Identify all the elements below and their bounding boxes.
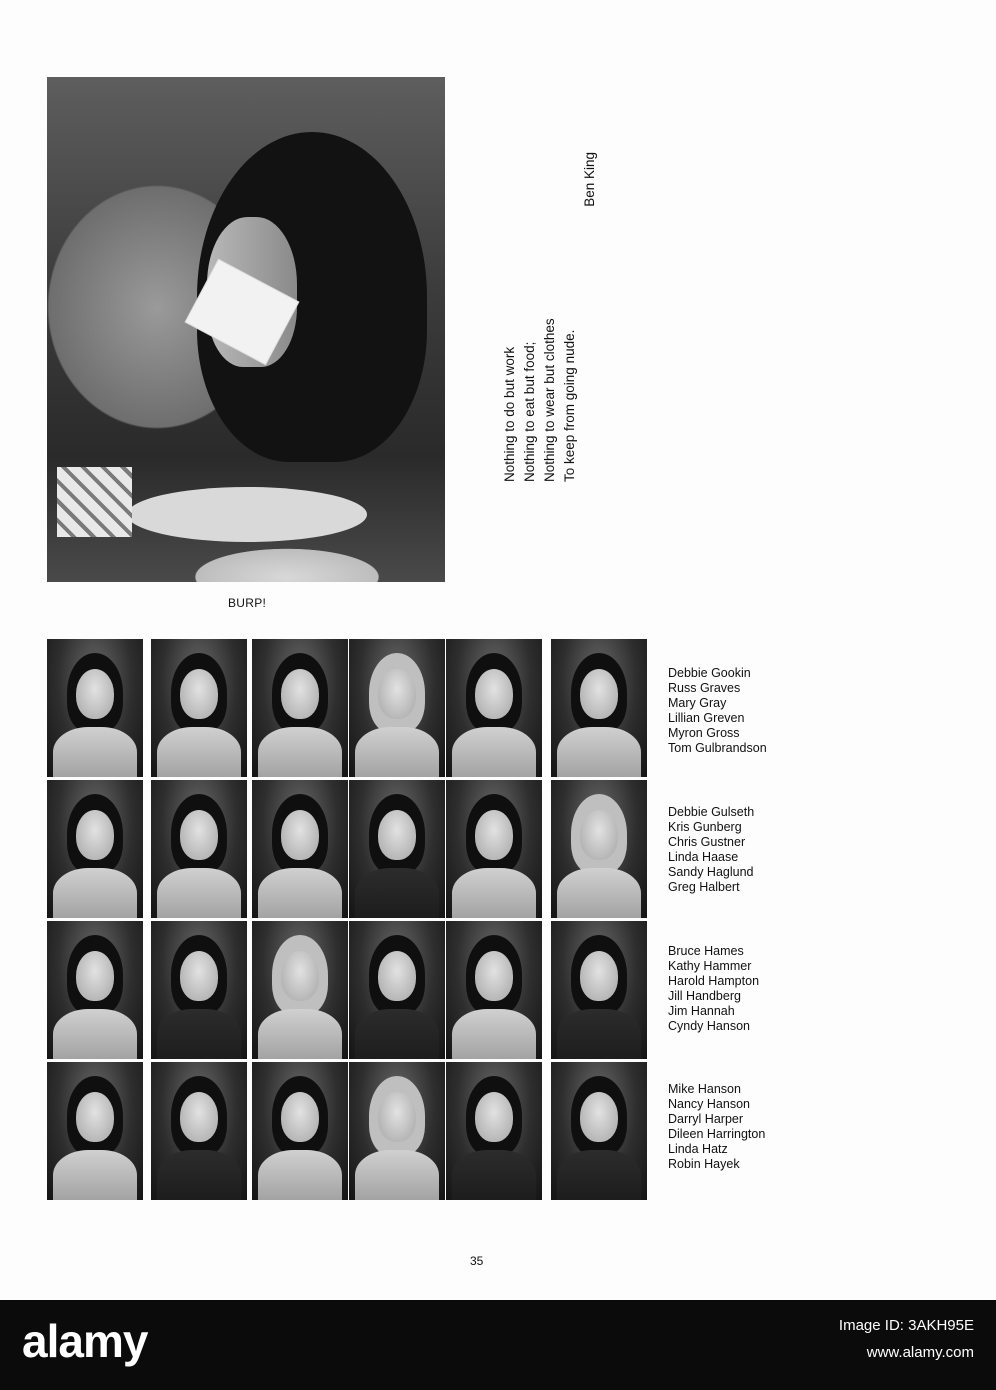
photo-lunch-tray: [127, 487, 367, 542]
watermark-url: www.alamy.com: [866, 1344, 974, 1361]
student-portrait: [349, 921, 445, 1059]
student-name: Jim Hannah: [668, 1004, 735, 1018]
student-portrait: [551, 1062, 647, 1200]
student-portrait: [252, 780, 348, 918]
student-name: Darryl Harper: [668, 1112, 744, 1126]
student-portrait: [446, 921, 542, 1059]
student-portrait: [349, 780, 445, 918]
poem-block: [500, 152, 630, 490]
student-name: Chris Gustner: [668, 835, 746, 849]
cafeteria-candid-photo: [47, 77, 445, 582]
portrait-row: [47, 780, 647, 918]
poem-author: Ben King: [582, 152, 597, 207]
student-portrait: [252, 1062, 348, 1200]
portrait-row: [47, 1062, 647, 1200]
name-list: [668, 1082, 868, 1172]
student-portrait: [151, 1062, 247, 1200]
student-name: Lillian Greven: [668, 711, 745, 725]
student-name: Linda Hatz: [668, 1142, 728, 1156]
portrait-row: [47, 639, 647, 777]
watermark-footer: [0, 1300, 996, 1390]
student-name: Myron Gross: [668, 726, 740, 740]
student-portrait: [349, 639, 445, 777]
poem-line: Nothing to eat but food;: [522, 341, 537, 482]
student-name: Linda Haase: [668, 850, 739, 864]
student-name: Kathy Hammer: [668, 959, 752, 973]
student-name: Sandy Haglund: [668, 865, 754, 879]
poem-line: Nothing to do but work: [502, 346, 517, 482]
student-portrait: [551, 639, 647, 777]
student-name: Debbie Gulseth: [668, 805, 755, 819]
photo-milk-carton: [57, 467, 132, 537]
poem-line: To keep from going nude.: [562, 329, 577, 482]
student-portrait: [151, 780, 247, 918]
poem-line: Nothing to wear but clothes: [542, 318, 557, 482]
page-number: 35: [470, 1254, 484, 1268]
student-portrait: [47, 639, 143, 777]
student-name: Robin Hayek: [668, 1157, 740, 1171]
student-portrait: [446, 639, 542, 777]
name-list: [668, 944, 868, 1034]
student-portrait: [349, 1062, 445, 1200]
student-name: Dileen Harrington: [668, 1127, 766, 1141]
student-portrait: [551, 780, 647, 918]
student-name: Bruce Hames: [668, 944, 744, 958]
student-name: Nancy Hanson: [668, 1097, 750, 1111]
student-portrait: [252, 639, 348, 777]
image-id-label: Image ID: 3AKH95E: [838, 1317, 974, 1334]
name-list: [668, 805, 868, 895]
student-portrait: [551, 921, 647, 1059]
student-name: Debbie Gookin: [668, 666, 751, 680]
student-name: Russ Graves: [668, 681, 741, 695]
student-name: Mary Gray: [668, 696, 727, 710]
student-portrait: [47, 921, 143, 1059]
student-name: Tom Gulbrandson: [668, 741, 767, 755]
student-portrait: [252, 921, 348, 1059]
student-name: Kris Gunberg: [668, 820, 742, 834]
student-portrait: [47, 1062, 143, 1200]
portrait-row: [47, 921, 647, 1059]
name-list: [668, 666, 868, 756]
alamy-logo: alamy: [22, 1315, 148, 1367]
student-portrait: [47, 780, 143, 918]
student-portrait: [151, 639, 247, 777]
student-portrait: [446, 780, 542, 918]
student-name: Mike Hanson: [668, 1082, 741, 1096]
photo-caption: BURP!: [228, 596, 267, 610]
student-name: Jill Handberg: [668, 989, 741, 1003]
student-name: Cyndy Hanson: [668, 1019, 750, 1033]
student-name: Greg Halbert: [668, 880, 740, 894]
student-portrait: [151, 921, 247, 1059]
student-name: Harold Hampton: [668, 974, 760, 988]
student-portrait: [446, 1062, 542, 1200]
